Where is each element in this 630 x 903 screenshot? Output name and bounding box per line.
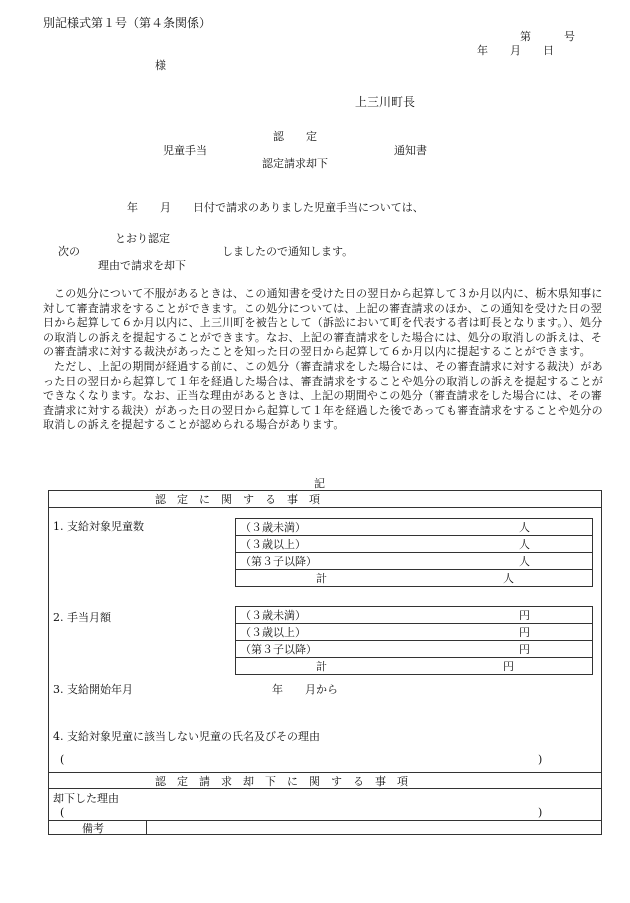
row-unit: 人 <box>503 572 514 585</box>
monthly-amount-table <box>235 606 593 675</box>
children-count-label: 1. 支給対象児童数 <box>53 520 144 533</box>
remarks-field <box>150 821 598 834</box>
intro-suffix: しましたので通知します。 <box>222 245 354 258</box>
row-unit: 人 <box>519 538 530 551</box>
excluded-children-label: 4. 支給対象児童に該当しない児童の氏名及びその理由 <box>53 730 320 743</box>
title-approve: 認 定 <box>273 130 317 143</box>
issuer: 上三川町長 <box>355 95 416 109</box>
monthly-amount-label: 2. 手当月額 <box>53 611 111 624</box>
row-label: 計 <box>316 660 327 673</box>
row-unit: 円 <box>519 626 530 639</box>
appeal-paragraph-2: ただし、上記の期間が経過する前に、この処分（審査請求をした場合には、その審査請求に対する裁決）があった日の翌日から起算して１年を経過した場合は、審査請求をすることや処分の取消しの訴えを提起することができなくなります。なお、正当な理由があるときは、上記の期間やこの処分（審査請求をした場合には、その審査請求に対する裁決）があった日の翌日から起算して１年を経過した後であっても審査請求をすることや処分の取消しの訴えを提起することが認められる場合があります。 <box>43 359 603 432</box>
remarks-label: 備考 <box>82 822 104 835</box>
row-unit: 人 <box>519 521 530 534</box>
title-subject: 児童手当 <box>163 144 207 157</box>
table-row <box>236 519 593 536</box>
table-row <box>236 658 593 675</box>
table-row <box>236 553 593 570</box>
appeal-notice <box>43 287 611 433</box>
start-month-value: 年 月から <box>272 683 338 696</box>
table-row <box>236 607 593 624</box>
reject-paren-close: ) <box>538 806 543 819</box>
approval-section-heading: 認 定 に 関 す る 事 項 <box>155 493 320 506</box>
excluded-paren-open: ( <box>60 753 65 766</box>
row-unit: 円 <box>503 660 514 673</box>
reject-section-heading: 認 定 請 求 却 下 に 関 す る 事 項 <box>155 775 408 788</box>
intro-opt-approve: とおり認定 <box>115 232 170 245</box>
table-row <box>236 641 593 658</box>
table-row <box>236 624 593 641</box>
row-unit: 人 <box>519 555 530 568</box>
table-row <box>236 536 593 553</box>
ki-mark: 記 <box>314 477 325 490</box>
document-date: 年 月 日 <box>477 44 554 57</box>
row-label: （３歳以上） <box>240 626 306 639</box>
form-id: 別記様式第１号（第４条関係） <box>43 16 212 30</box>
row-label: （３歳以上） <box>240 538 306 551</box>
row-unit: 円 <box>519 609 530 622</box>
title-reject: 認定請求却下 <box>262 157 328 170</box>
row-label: （３歳未満） <box>240 521 306 534</box>
appeal-paragraph-1: この処分について不服があるときは、この通知書を受けた日の翌日から起算して３か月以内に、栃木県知事に対して審査請求をすることができます。この処分については、上記の審査請求のほか、この通知を受けた日の翌日から起算して６か月以内に、上三川町を被告として（訴訟において町を代表する者は町長となります。）、処分の取消しの訴えを提起することができます。なお、上記の審査請求をした場合には、処分の取消しの訴えは、その審査請求に対する裁決があったことを知った日の翌日から起算して６か月以内に提起することができます。 <box>43 287 603 359</box>
row-label: （３歳未満） <box>240 609 306 622</box>
children-count-table <box>235 518 593 587</box>
title-notice: 通知書 <box>394 144 427 157</box>
intro-opt-reject: 理由で請求を却下 <box>98 259 186 272</box>
table-row <box>236 570 593 587</box>
addressee: 様 <box>155 59 166 72</box>
reject-reason-label: 却下した理由 <box>53 792 119 805</box>
row-label: 計 <box>316 572 327 585</box>
row-label: （第３子以降） <box>240 555 317 568</box>
excluded-paren-close: ) <box>538 753 543 766</box>
reject-paren-open: ( <box>60 806 65 819</box>
intro-prefix: 次の <box>58 245 80 258</box>
row-label: （第３子以降） <box>240 643 317 656</box>
document-number: 第 号 <box>520 30 575 43</box>
start-month-label: 3. 支給開始年月 <box>53 683 133 696</box>
intro-line: 年 月 日付で請求のありました児童手当については、 <box>127 201 424 214</box>
row-unit: 円 <box>519 643 530 656</box>
